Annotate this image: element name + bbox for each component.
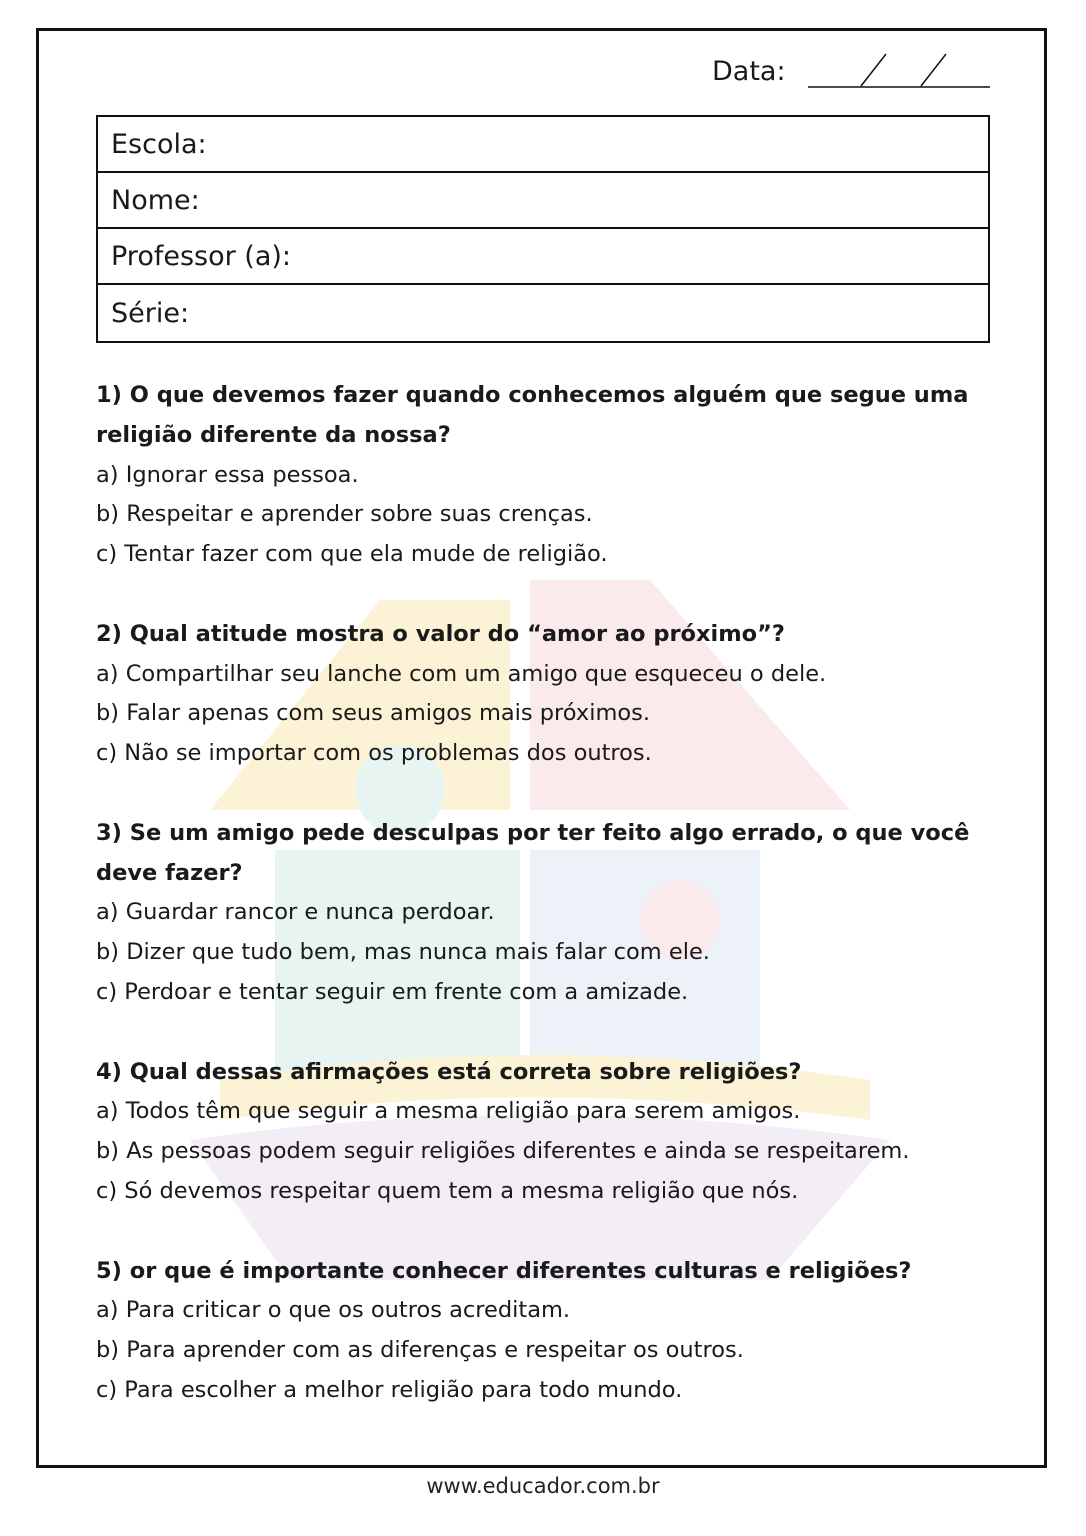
question-5 — [96, 1252, 996, 1411]
teacher-label: Professor (a): — [111, 240, 291, 272]
answer-option: a) Ignorar essa pessoa. — [96, 461, 359, 488]
school-label: Escola: — [111, 128, 207, 160]
name-label: Nome: — [111, 184, 200, 216]
answer-option: c) Perdoar e tentar seguir em frente com a amizade. — [96, 978, 689, 1005]
question-text: 1) O que devemos fazer quando conhecemos alguém que segue uma religião diferente da nossa? — [96, 382, 969, 448]
question-text: 2) Qual atitude mostra o valor do “amor ao próximo”? — [96, 620, 785, 647]
school-field[interactable] — [98, 117, 988, 173]
question-text: 3) Se um amigo pede desculpas por ter feito algo errado, o que você deve fazer? — [96, 819, 970, 886]
answer-option: b) Falar apenas com seus amigos mais próximos. — [96, 700, 651, 727]
grade-label: Série: — [111, 297, 190, 329]
answer-option: c) Para escolher a melhor religião para todo mundo. — [96, 1376, 683, 1403]
date-label: Data: — [712, 56, 786, 87]
answer-option: a) Todos têm que seguir a mesma religião para serem amigos. — [96, 1098, 801, 1125]
date-input-line[interactable] — [806, 52, 992, 92]
answer-option: c) Só devemos respeitar quem tem a mesma religião que nós. — [96, 1177, 799, 1204]
question-3 — [96, 814, 996, 1013]
grade-field[interactable] — [98, 285, 988, 341]
answer-option: b) Respeitar e aprender sobre suas crenças. — [96, 501, 593, 528]
student-info-table — [96, 115, 990, 343]
answer-option: c) Tentar fazer com que ela mude de religião. — [96, 541, 608, 568]
name-field[interactable] — [98, 173, 988, 229]
question-4 — [96, 1053, 996, 1212]
answer-option: b) Para aprender com as diferenças e respeitar os outros. — [96, 1337, 744, 1364]
question-2 — [96, 615, 996, 774]
answer-option: a) Compartilhar seu lanche com um amigo que esqueceu o dele. — [96, 660, 827, 687]
question-text: 5) or que é importante conhecer diferentes culturas e religiões? — [96, 1257, 912, 1284]
teacher-field[interactable] — [98, 229, 988, 285]
question-text: 4) Qual dessas afirmações está correta sobre religiões? — [96, 1058, 802, 1085]
answer-option: c) Não se importar com os problemas dos outros. — [96, 740, 652, 767]
question-list — [96, 376, 996, 1451]
date-row — [712, 52, 992, 92]
answer-option: b) Dizer que tudo bem, mas nunca mais falar com ele. — [96, 939, 710, 966]
answer-option: a) Guardar rancor e nunca perdoar. — [96, 899, 495, 926]
answer-option: a) Para criticar o que os outros acreditam. — [96, 1297, 571, 1324]
question-1 — [96, 376, 996, 575]
answer-option: b) As pessoas podem seguir religiões diferentes e ainda se respeitarem. — [96, 1138, 910, 1165]
footer-url[interactable]: www.educador.com.br — [426, 1474, 660, 1498]
